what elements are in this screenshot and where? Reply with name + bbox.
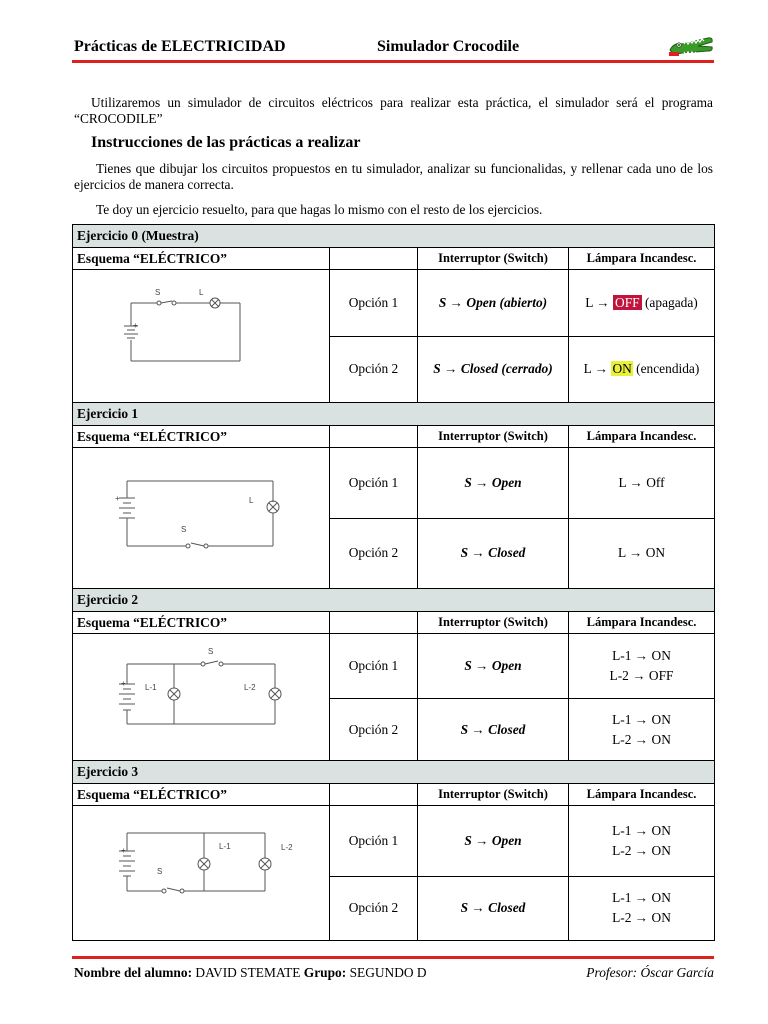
lamp-line: L-2 → ON bbox=[612, 731, 671, 747]
schema-header: Esquema “ELÉCTRICO” bbox=[73, 248, 330, 270]
switch-state: S → Closed bbox=[418, 518, 569, 589]
diagram-label: + bbox=[121, 679, 126, 688]
crocodile-logo-icon bbox=[668, 28, 714, 60]
option-label: Opción 2 bbox=[330, 518, 418, 589]
header-rule bbox=[72, 60, 714, 63]
teacher-name: Profesor: Óscar García bbox=[586, 965, 714, 980]
circuit-diagram-1 bbox=[77, 448, 333, 584]
lamp-suffix: (encendida) bbox=[632, 361, 700, 377]
lamp-line: L-2 → ON bbox=[612, 842, 671, 858]
exercises-table bbox=[72, 224, 715, 941]
circuit-diagram-0 bbox=[77, 270, 333, 398]
switch-header: Interruptor (Switch) bbox=[418, 426, 569, 448]
exercise-1-diagram bbox=[73, 448, 330, 589]
diagram-label: + bbox=[133, 321, 138, 330]
lamp-on-highlight: ON bbox=[612, 361, 632, 377]
page-footer bbox=[74, 965, 714, 981]
switch-state: S → Closed (cerrado) bbox=[418, 336, 569, 403]
group-label: Grupo: bbox=[303, 965, 347, 980]
diagram-label: L bbox=[249, 496, 254, 505]
option-label: Opción 1 bbox=[330, 634, 418, 699]
lamp-line: L-2 → ON bbox=[612, 910, 671, 926]
lamp-state bbox=[569, 806, 715, 877]
diagram-label: + bbox=[121, 846, 126, 855]
intro-paragraph-2: Tienes que dibujar los circuitos propuestos en tu simulador, analizar su funcionalidas, y rellenar cada uno de los ejercicios de manera correcta. bbox=[74, 161, 713, 192]
diagram-label: L-1 bbox=[145, 683, 157, 692]
exercise-2-diagram bbox=[73, 634, 330, 761]
instructions-heading: Instrucciones de las prácticas a realizar bbox=[91, 134, 361, 151]
switch-header: Interruptor (Switch) bbox=[418, 784, 569, 806]
diagram-label: L-1 bbox=[219, 842, 231, 851]
header-title-right: Simulador Crocodile bbox=[377, 38, 520, 55]
option-label: Opción 2 bbox=[330, 876, 418, 940]
switch-state: S → Open bbox=[418, 448, 569, 519]
switch-state: S → Closed bbox=[418, 699, 569, 761]
lamp-prefix: L → bbox=[585, 294, 614, 310]
exercise-0-diagram bbox=[73, 270, 330, 403]
intro-paragraph-1: Utilizaremos un simulador de circuitos eléctricos para realizar esta práctica, el simulador será el programa “CROCODILE” bbox=[74, 95, 713, 126]
option-label: Opción 2 bbox=[330, 336, 418, 403]
circuit-diagram-3 bbox=[77, 806, 333, 936]
lamp-line: L-1 → ON bbox=[612, 890, 671, 906]
schema-header: Esquema “ELÉCTRICO” bbox=[73, 784, 330, 806]
student-name: DAVID STEMATE bbox=[195, 965, 301, 980]
lamp-line: L-1 → ON bbox=[612, 822, 671, 838]
lamp-state bbox=[569, 634, 715, 699]
lamp-header: Lámpara Incandesc. bbox=[569, 612, 715, 634]
option-label: Opción 1 bbox=[330, 806, 418, 877]
diagram-label: S bbox=[157, 867, 163, 876]
lamp-header: Lámpara Incandesc. bbox=[569, 426, 715, 448]
name-label: Nombre del alumno: bbox=[74, 965, 193, 980]
group-value: SEGUNDO D bbox=[349, 965, 427, 980]
diagram-label: S bbox=[208, 647, 214, 656]
option-label: Opción 1 bbox=[330, 448, 418, 519]
diagram-label: L-2 bbox=[281, 843, 293, 852]
switch-state: S → Open (abierto) bbox=[418, 270, 569, 337]
lamp-state: L → ON bbox=[569, 518, 715, 589]
lamp-header: Lámpara Incandesc. bbox=[569, 248, 715, 270]
lamp-suffix: (apagada) bbox=[641, 294, 698, 310]
exercise-1-title: Ejercicio 1 bbox=[73, 403, 715, 426]
lamp-line: L-1 → ON bbox=[612, 711, 671, 727]
switch-header: Interruptor (Switch) bbox=[418, 248, 569, 270]
circuit-diagram-2 bbox=[77, 634, 333, 756]
lamp-state bbox=[569, 876, 715, 940]
diagram-label: L-2 bbox=[244, 683, 256, 692]
schema-header: Esquema “ELÉCTRICO” bbox=[73, 612, 330, 634]
lamp-state bbox=[569, 699, 715, 761]
footer-rule bbox=[72, 956, 714, 959]
lamp-state bbox=[569, 336, 715, 403]
diagram-label: S bbox=[155, 288, 161, 297]
exercise-2-title: Ejercicio 2 bbox=[73, 589, 715, 612]
exercise-3-title: Ejercicio 3 bbox=[73, 761, 715, 784]
lamp-prefix: L → bbox=[583, 361, 612, 377]
switch-state: S → Closed bbox=[418, 876, 569, 940]
diagram-label: L bbox=[199, 288, 204, 297]
lamp-state: L → Off bbox=[569, 448, 715, 519]
schema-header: Esquema “ELÉCTRICO” bbox=[73, 426, 330, 448]
option-label: Opción 2 bbox=[330, 699, 418, 761]
lamp-off-highlight: OFF bbox=[615, 294, 640, 310]
switch-state: S → Open bbox=[418, 806, 569, 877]
switch-header: Interruptor (Switch) bbox=[418, 612, 569, 634]
lamp-line: L-1 → ON bbox=[612, 648, 671, 664]
diagram-label: S bbox=[181, 525, 187, 534]
switch-state: S → Open bbox=[418, 634, 569, 699]
lamp-header: Lámpara Incandesc. bbox=[569, 784, 715, 806]
option-label: Opción 1 bbox=[330, 270, 418, 337]
lamp-state bbox=[569, 270, 715, 337]
header-title-left: Prácticas de ELECTRICIDAD bbox=[74, 38, 286, 55]
lamp-line: L-2 → OFF bbox=[609, 668, 674, 684]
exercise-3-diagram bbox=[73, 806, 330, 941]
intro-paragraph-3: Te doy un ejercicio resuelto, para que hagas lo mismo con el resto de los ejercicios. bbox=[96, 202, 543, 217]
exercise-0-title: Ejercicio 0 (Muestra) bbox=[73, 225, 715, 248]
diagram-label: + bbox=[115, 494, 120, 503]
